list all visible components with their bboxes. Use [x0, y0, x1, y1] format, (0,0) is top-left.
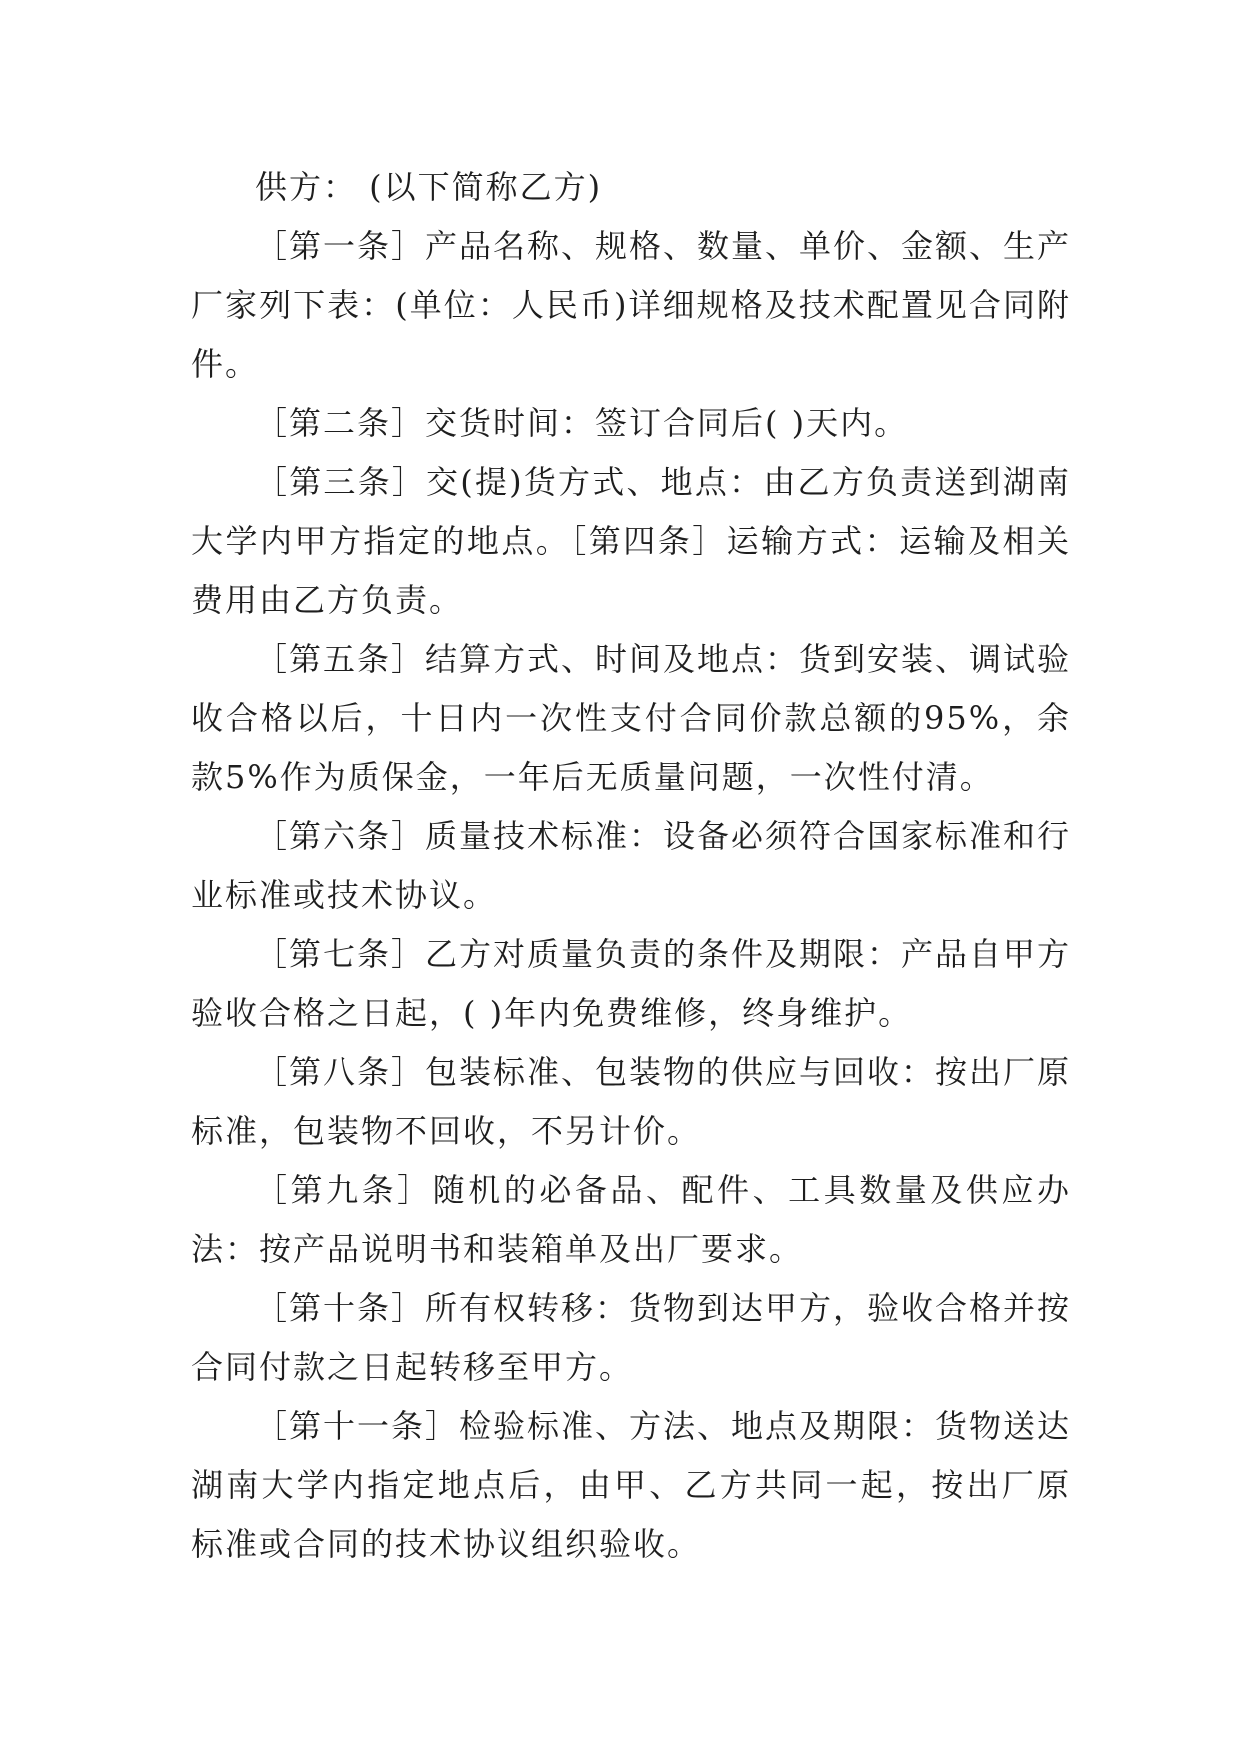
clause-7: ［第七条］乙方对质量负责的条件及期限：产品自甲方验收合格之日起，( )年内免费维修，终身维护。	[191, 935, 1072, 1032]
contract-body	[191, 158, 1071, 1574]
clause-11: ［第十一条］检验标准、方法、地点及期限：货物送达湖南大学内指定地点后，由甲、乙方共同一起，按出厂原标准或合同的技术协议组织验收。	[191, 1407, 1072, 1563]
clause-9: ［第九条］随机的必备品、配件、工具数量及供应办法：按产品说明书和装箱单及出厂要求。	[191, 1171, 1071, 1268]
clause-3-4: ［第三条］交(提)货方式、地点：由乙方负责送到湖南大学内甲方指定的地点。［第四条］运输方式：运输及相关费用由乙方负责。	[191, 463, 1071, 619]
supplier-line: 供方： (以下简称乙方)	[255, 168, 603, 206]
clause-10: ［第十条］所有权转移：货物到达甲方，验收合格并按合同付款之日起转移至甲方。	[191, 1289, 1072, 1386]
clause-2: ［第二条］交货时间：签订合同后( )天内。	[255, 404, 909, 442]
clause-8: ［第八条］包装标准、包装物的供应与回收：按出厂原标准，包装物不回收，不另计价。	[191, 1053, 1072, 1150]
clause-6: ［第六条］质量技术标准：设备必须符合国家标准和行业标准或技术协议。	[191, 817, 1072, 914]
clause-1: ［第一条］产品名称、规格、数量、单价、金额、生产厂家列下表：(单位：人民币)详细规格及技术配置见合同附件。	[191, 227, 1072, 383]
clause-5: ［第五条］结算方式、时间及地点：货到安装、调试验收合格以后，十日内一次性支付合同价款总额的95%，余款5%作为质保金，一年后无质量问题，一次性付清。	[191, 640, 1072, 796]
